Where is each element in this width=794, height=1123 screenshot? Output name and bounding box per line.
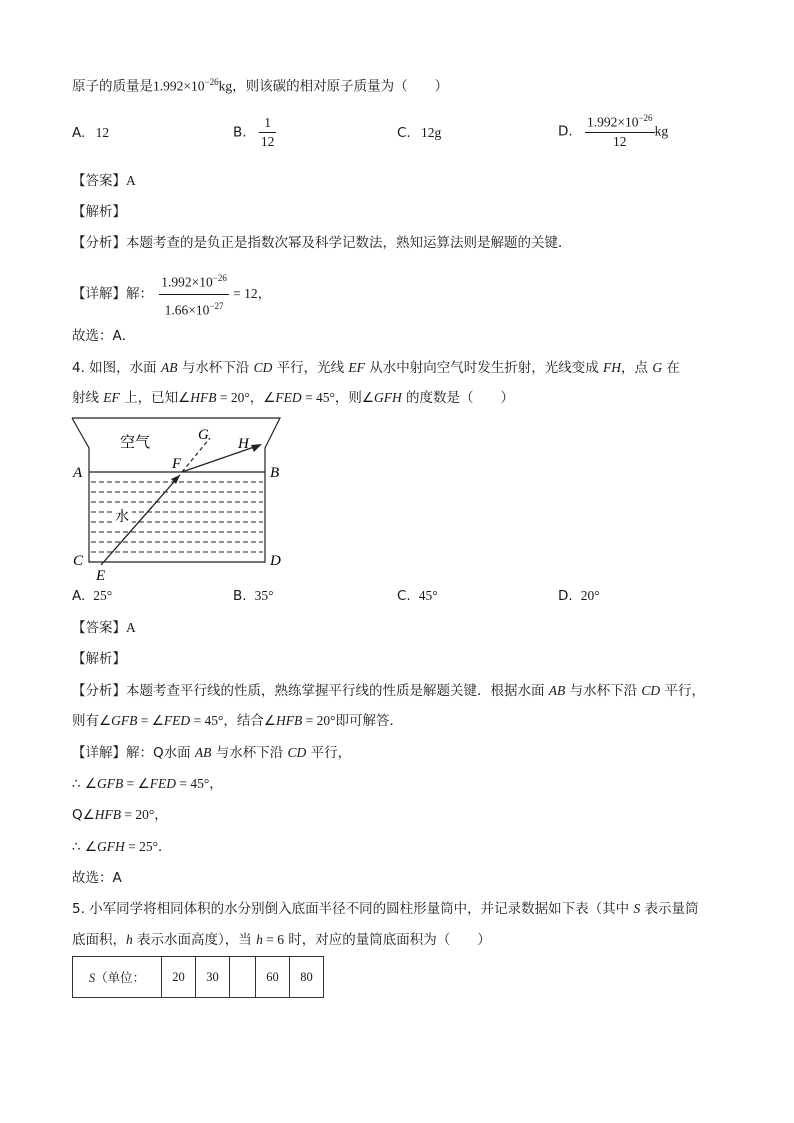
q3-option-d-fraction: $\frac{1.992\times 10^{-26}}{12}$ — [586, 113, 653, 149]
q3-option-a[interactable]: A. 12 — [72, 125, 110, 141]
math-expression: = 45° — [190, 713, 224, 728]
math-variable: FED — [275, 390, 302, 405]
q5-stem-line2 — [72, 930, 491, 950]
q3-option-c[interactable]: C. 12g — [397, 125, 442, 141]
point-label-e: E — [96, 568, 106, 584]
math-variable: S — [633, 901, 641, 916]
q4-option-d[interactable]: D. 20° — [558, 588, 600, 604]
text-run: 上，已知∠ — [119, 390, 191, 406]
q3-answer: 【答案】A — [72, 173, 136, 189]
text-run: 表示量筒 — [640, 901, 699, 917]
q3-detail-fraction: $\frac{1.992\times 10^{-26}}{1.66\times 10^{-27}}$ — [159, 268, 229, 320]
q3-conclusion: 故选：A． — [72, 328, 136, 344]
q4-option-a[interactable]: A. 25° — [72, 588, 113, 604]
math-expression: = 20° — [120, 807, 155, 822]
ray-fh-arrow — [251, 444, 262, 452]
q3-analysis-tag: 【解析】 — [72, 204, 126, 220]
text-run: 在 — [662, 360, 680, 376]
math-variable: GFH — [96, 839, 125, 854]
math-variable: h — [256, 932, 263, 947]
q4-stem-line2 — [72, 388, 514, 408]
point-label-h: H — [238, 436, 249, 452]
q3-fenxi: 【分析】本题考查的是负正是指数次幂及科学记数法，熟知运算法则是解题的关键． — [72, 235, 572, 251]
q4-detail-line3 — [72, 805, 168, 825]
table-cell: 20 — [162, 957, 196, 998]
point-label-b: B — [270, 465, 280, 481]
math-variable: AB — [194, 745, 212, 760]
math-variable: FED — [149, 776, 176, 791]
text-run: 与水杯下沿 — [211, 745, 288, 761]
water-label: 水 — [115, 509, 129, 525]
point-label-a: A — [73, 465, 83, 481]
text-run: 5. 小军同学将相同体积的水分别倒入底面半径不同的圆柱形量筒中，并记录数据如下表（其中 — [72, 901, 634, 917]
text-run: 与水杯下沿 — [565, 683, 642, 699]
text-run: ∴ ∠ — [72, 839, 97, 855]
math-variable: EF — [103, 390, 120, 405]
text-run: ， — [209, 776, 223, 792]
text-run: ∴ ∠ — [72, 776, 97, 792]
table-cell — [230, 957, 256, 998]
air-label: 空气 — [120, 433, 151, 451]
text-run: 平行，光线 — [272, 360, 349, 376]
text-run: ， — [154, 807, 168, 823]
q4-fenxi-line2 — [72, 711, 403, 731]
math-expression: = 25° — [124, 839, 158, 854]
text-run: 底面积， — [72, 932, 126, 948]
table-header-cell: S（单位： — [73, 957, 162, 998]
table-row — [73, 957, 324, 998]
text-run: 从水中射向空气时发生折射，光线变成 — [364, 360, 604, 376]
q3-detail: 【详解】解： $\frac{1.992\times 10^{-26}}{1.66\times 10^{-27}}$ = 12， — [72, 268, 271, 320]
text-run: 表示水面高度），当 — [132, 932, 257, 948]
text-run: ，则∠ — [334, 390, 374, 406]
text-run: Q∠ — [72, 807, 95, 823]
math-expression: = 45° — [175, 776, 210, 791]
math-expression: = 20° — [216, 390, 250, 405]
text-run: 即可解答． — [335, 713, 403, 729]
math-variable: EF — [348, 360, 365, 375]
q5-stem-line1 — [72, 899, 699, 919]
table-cell: 60 — [256, 957, 290, 998]
point-label-f: F — [172, 456, 182, 472]
q4-analysis-tag: 【解析】 — [72, 651, 126, 667]
q3-option-d[interactable]: D. $\frac{1.992\times 10^{-26}}{12}$ kg — [558, 113, 669, 149]
point-label-d: D — [270, 553, 281, 569]
refraction-figure — [68, 414, 284, 584]
point-label-c: C — [73, 553, 84, 569]
text-run: 射线 — [72, 390, 104, 406]
math-variable: G — [652, 360, 663, 375]
text-run: 则有∠ — [72, 713, 112, 729]
text-run: ． — [158, 839, 172, 855]
q4-answer: 【答案】A — [72, 620, 136, 636]
q3-option-b[interactable]: B. $\frac{1}{12}$ — [233, 115, 275, 149]
q4-detail-line1 — [72, 743, 351, 763]
math-expression: = 6 — [262, 932, 284, 947]
text-run: 平行， — [306, 745, 352, 761]
math-variable: FH — [603, 360, 622, 375]
math-variable: FED — [163, 713, 191, 728]
math-expression: = ∠ — [137, 713, 164, 728]
math-expression: = 45° — [301, 390, 335, 405]
math-variable: HFB — [190, 390, 217, 405]
text-run: 时，对应的量筒底面积为（ ） — [283, 932, 491, 948]
math-variable: GFB — [96, 776, 124, 791]
q4-option-c[interactable]: C. 45° — [397, 588, 438, 604]
q3-stem: 原子的质量是$1.992\times 10^{-26}kg$，则该碳的相对原子质量为（ ） — [72, 77, 449, 95]
math-variable: GFH — [373, 390, 402, 405]
table-cell: 80 — [290, 957, 324, 998]
text-run: 平行， — [660, 683, 705, 699]
text-run: 【详解】解：Q水面 — [72, 745, 195, 761]
math-variable: HFB — [275, 713, 303, 728]
ray-ef-arrow — [171, 475, 180, 484]
q4-fenxi-line1 — [72, 681, 705, 701]
math-variable: AB — [548, 683, 566, 698]
q4-conclusion: 故选：A — [72, 870, 122, 886]
table-cell: 30 — [196, 957, 230, 998]
math-variable: GFB — [111, 713, 138, 728]
math-variable: CD — [287, 745, 307, 760]
math-variable: CD — [641, 683, 661, 698]
math-expression: = 20° — [302, 713, 336, 728]
q3-option-b-fraction: $\frac{1}{12}$ — [260, 115, 275, 149]
q4-option-b[interactable]: B. 35° — [233, 588, 274, 604]
text-run: ，∠ — [249, 390, 276, 406]
text-run: 与水杯下沿 — [177, 360, 254, 376]
math-variable: HFB — [94, 807, 121, 822]
math-variable: CD — [253, 360, 273, 375]
q5-data-table — [72, 956, 324, 998]
text-run: ，点 — [621, 360, 653, 376]
math-variable: h — [126, 932, 133, 947]
point-label-g: G — [198, 427, 209, 443]
math-expression: = ∠ — [123, 776, 150, 791]
math-variable: AB — [160, 360, 178, 375]
text-run: ，结合∠ — [223, 713, 276, 729]
q4-detail-line2 — [72, 774, 223, 794]
text-run: 4. 如图，水面 — [72, 360, 161, 376]
text-run: 【分析】本题考查平行线的性质，熟练掌握平行线的性质是解题关键．根据水面 — [72, 683, 549, 699]
q4-detail-line4 — [72, 837, 172, 857]
q4-stem-line1 — [72, 358, 680, 378]
text-run: 的度数是（ ） — [401, 390, 514, 406]
